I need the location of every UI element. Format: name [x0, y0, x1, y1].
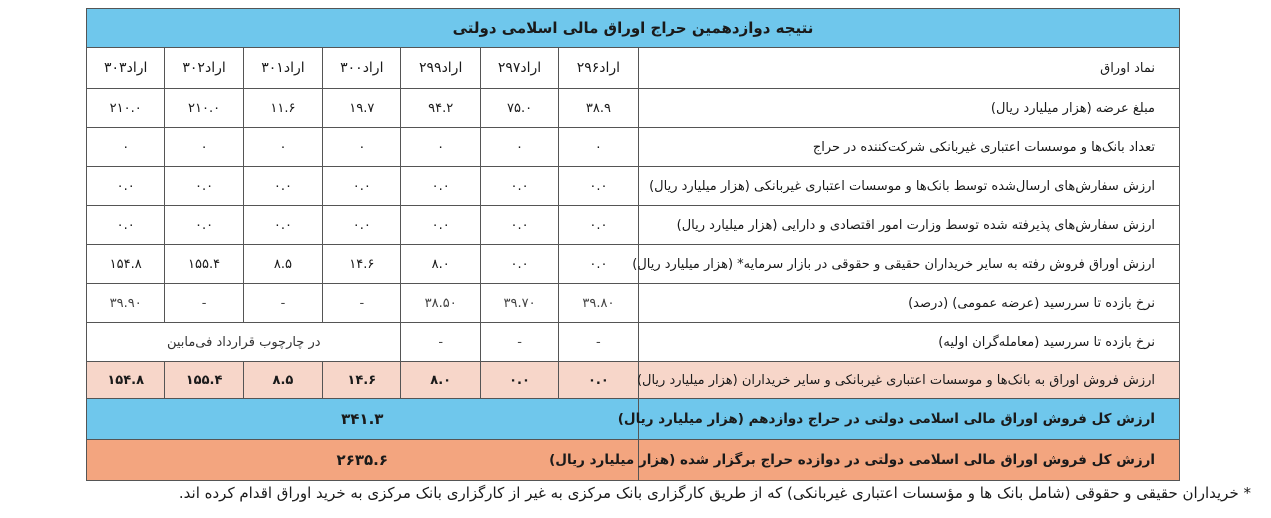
- table-cell: ۱۵۴.۸: [87, 245, 165, 284]
- row-label: ارزش سفارش‌های پذیرفته شده توسط وزارت امور اقتصادی و دارایی (هزار میلیارد ریال): [638, 206, 1179, 245]
- table-cell: ۰: [87, 128, 165, 167]
- total-twelfth-row: [87, 399, 1180, 440]
- table-cell: ۰.۰: [401, 206, 480, 245]
- table-cell: ۸.۰: [401, 245, 480, 284]
- table-cell: ۰: [480, 128, 558, 167]
- table-cell: ۰: [243, 128, 322, 167]
- column-header: اراد۳۰۱: [243, 48, 322, 89]
- table-cell: ۳۹.۹۰: [87, 284, 165, 323]
- column-header: اراد۳۰۲: [165, 48, 243, 89]
- table-cell: ۱۹.۷: [323, 89, 401, 128]
- row-label: ارزش کل فروش اوراق مالی اسلامی دولتی در دوازده حراج برگزار شده (هزار میلیارد ریال): [638, 440, 1179, 481]
- table-cell: ۳۹.۷۰: [480, 284, 558, 323]
- total-value: ۳۴۱.۳: [87, 399, 639, 440]
- row-label: مبلغ عرضه (هزار میلیارد ریال): [638, 89, 1179, 128]
- table-cell: ۰.۰: [243, 206, 322, 245]
- table-cell: ۱۱.۶: [243, 89, 322, 128]
- footnote: * خریداران حقیقی و حقوقی (شامل بانک ها و مؤسسات اعتباری غیربانکی) که از طریق کارگزاری بانک مرکزی به غیر از کارگزاری بانک مرکزی به خرید اوراق اقدام کرده اند.: [178, 484, 1251, 502]
- row-label: نرخ بازده تا سررسید (معامله‌گران اولیه): [638, 323, 1179, 362]
- column-header: اراد۳۰۰: [323, 48, 401, 89]
- table-cell: ۰.۰: [559, 245, 638, 284]
- table-cell: ۱۴.۶: [323, 245, 401, 284]
- auction-results-table: [86, 8, 1180, 481]
- table-cell: ۰.۰: [165, 167, 243, 206]
- table-cell: ۹۴.۲: [401, 89, 480, 128]
- table-cell: ۱۵۵.۴: [165, 362, 243, 399]
- table-cell: -: [243, 284, 322, 323]
- table-cell: ۰.۰: [243, 167, 322, 206]
- table-cell: ۱۴.۶: [323, 362, 401, 399]
- table-cell: ۸.۵: [243, 362, 322, 399]
- table-cell: ۸.۰: [401, 362, 480, 399]
- table-cell: ۰.۰: [87, 206, 165, 245]
- column-header: اراد۲۹۶: [559, 48, 638, 89]
- table-cell: ۰.۰: [559, 167, 638, 206]
- table-cell: ۰.۰: [480, 245, 558, 284]
- column-header: اراد۲۹۷: [480, 48, 558, 89]
- table-cell: ۰.۰: [323, 167, 401, 206]
- table-cell: -: [323, 284, 401, 323]
- table-cell: ۸.۵: [243, 245, 322, 284]
- table-row: [87, 128, 1180, 167]
- column-header: اراد۲۹۹: [401, 48, 480, 89]
- row-label: ارزش فروش اوراق به بانک‌ها و موسسات اعتباری غیربانکی و سایر خریداران (هزار میلیارد ریال): [638, 362, 1179, 399]
- table-cell: ۰.۰: [559, 362, 638, 399]
- table-row: [87, 284, 1180, 323]
- row-label: ارزش اوراق فروش رفته به سایر خریداران حقیقی و حقوقی در بازار سرمایه* (هزار میلیارد ریال): [638, 245, 1179, 284]
- header-row: [87, 48, 1180, 89]
- row-label: تعداد بانک‌ها و موسسات اعتباری غیربانکی شرکت‌کننده در حراج: [638, 128, 1179, 167]
- header-label: نماد اوراق: [638, 48, 1179, 89]
- table-title: نتیجه دوازدهمین حراج اوراق مالی اسلامی دولتی: [87, 9, 1180, 48]
- table-cell: ۰.۰: [165, 206, 243, 245]
- table-row: [87, 323, 1180, 362]
- table-cell: -: [480, 323, 558, 362]
- table-cell: -: [165, 284, 243, 323]
- total-value: ۲۶۳۵.۶: [87, 440, 639, 481]
- table-cell: ۰: [165, 128, 243, 167]
- sales-row: [87, 362, 1180, 399]
- table-cell: ۱۵۵.۴: [165, 245, 243, 284]
- table-row: [87, 89, 1180, 128]
- table-cell: ۰.۰: [480, 167, 558, 206]
- merged-note-cell: در چارچوب قرارداد فی‌مابین: [87, 323, 401, 362]
- row-label: نرخ بازده تا سررسید (عرضه عمومی) (درصد): [638, 284, 1179, 323]
- table-cell: ۰: [323, 128, 401, 167]
- table-cell: ۰: [401, 128, 480, 167]
- table-row: [87, 245, 1180, 284]
- table-cell: ۲۱۰.۰: [87, 89, 165, 128]
- table-row: [87, 206, 1180, 245]
- table-cell: ۷۵.۰: [480, 89, 558, 128]
- row-label: ارزش سفارش‌های ارسال‌شده توسط بانک‌ها و موسسات اعتباری غیربانکی (هزار میلیارد ریال): [638, 167, 1179, 206]
- table-row: [87, 167, 1180, 206]
- table-cell: ۱۵۴.۸: [87, 362, 165, 399]
- total-all-row: [87, 440, 1180, 481]
- table-cell: ۰.۰: [559, 206, 638, 245]
- column-header: اراد۳۰۳: [87, 48, 165, 89]
- table-cell: ۰.۰: [480, 362, 558, 399]
- table-cell: ۰.۰: [87, 167, 165, 206]
- table-cell: ۳۸.۵۰: [401, 284, 480, 323]
- table-cell: ۰: [559, 128, 638, 167]
- table-cell: ۰.۰: [480, 206, 558, 245]
- table-cell: ۳۹.۸۰: [559, 284, 638, 323]
- table-cell: ۲۱۰.۰: [165, 89, 243, 128]
- table-cell: -: [401, 323, 480, 362]
- table-cell: ۰.۰: [401, 167, 480, 206]
- table-cell: ۰.۰: [323, 206, 401, 245]
- row-label: ارزش کل فروش اوراق مالی اسلامی دولتی در حراج دوازدهم (هزار میلیارد ریال): [638, 399, 1179, 440]
- table-cell: ۳۸.۹: [559, 89, 638, 128]
- table-cell: -: [559, 323, 638, 362]
